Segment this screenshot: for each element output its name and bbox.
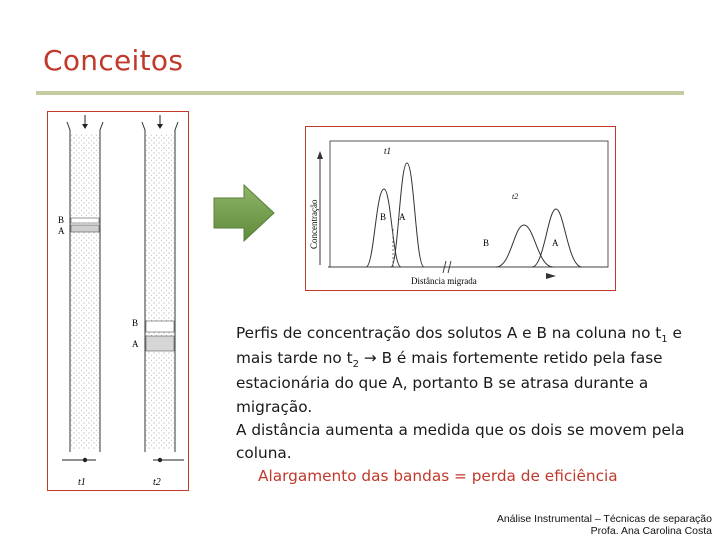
right-arrow-icon (212, 183, 276, 248)
chart-time-label-t2: t2 (512, 192, 519, 201)
chart-xlabel: Distância migrada (411, 276, 477, 286)
column-2 (142, 115, 184, 462)
chart-peak-label-a-t1: A (399, 212, 406, 222)
chart-peak-label-a-t2: A (552, 238, 559, 248)
slide-title: Conceitos (43, 44, 184, 77)
chart-ylabel: Concentração (309, 199, 319, 249)
title-divider (36, 91, 684, 95)
column-1 (62, 115, 103, 462)
paragraph-1: Perfis de concentração dos solutos A e B na coluna no $t_1$ e mais tarde no $t_2 \to B$ é mais fortemente retido pela fase estacionária do que A, portanto B se atrasa durante a migração. (236, 324, 682, 416)
concentration-profile-chart (305, 126, 616, 291)
column-diagram (47, 111, 189, 491)
band-label-b-left: B (58, 215, 65, 225)
time-label-t2: t2 (153, 477, 161, 488)
time-label-t1: t1 (78, 477, 86, 488)
slide-footer (497, 513, 712, 537)
explanation-text (236, 322, 688, 488)
band-label-a-left: A (58, 226, 65, 236)
conclusion-highlight: Alargamento das bandas = perda de eficiência (258, 467, 618, 486)
band-label-a-right: A (132, 339, 139, 349)
chart-peak-label-b-t1: B (380, 212, 387, 222)
paragraph-2: A distância aumenta a medida que os dois se movem pela coluna. (236, 420, 685, 463)
chart-time-label-t1: t1 (384, 146, 392, 156)
peak-b-t2 (496, 225, 553, 267)
chart-peak-label-b-t2: B (483, 238, 490, 248)
footer-course: Análise Instrumental – Técnicas de separação (496, 513, 712, 525)
band-label-b-right: B (132, 318, 139, 328)
peak-b-t1 (366, 189, 401, 267)
footer-author: Profa. Ana Carolina Costa (590, 525, 712, 537)
